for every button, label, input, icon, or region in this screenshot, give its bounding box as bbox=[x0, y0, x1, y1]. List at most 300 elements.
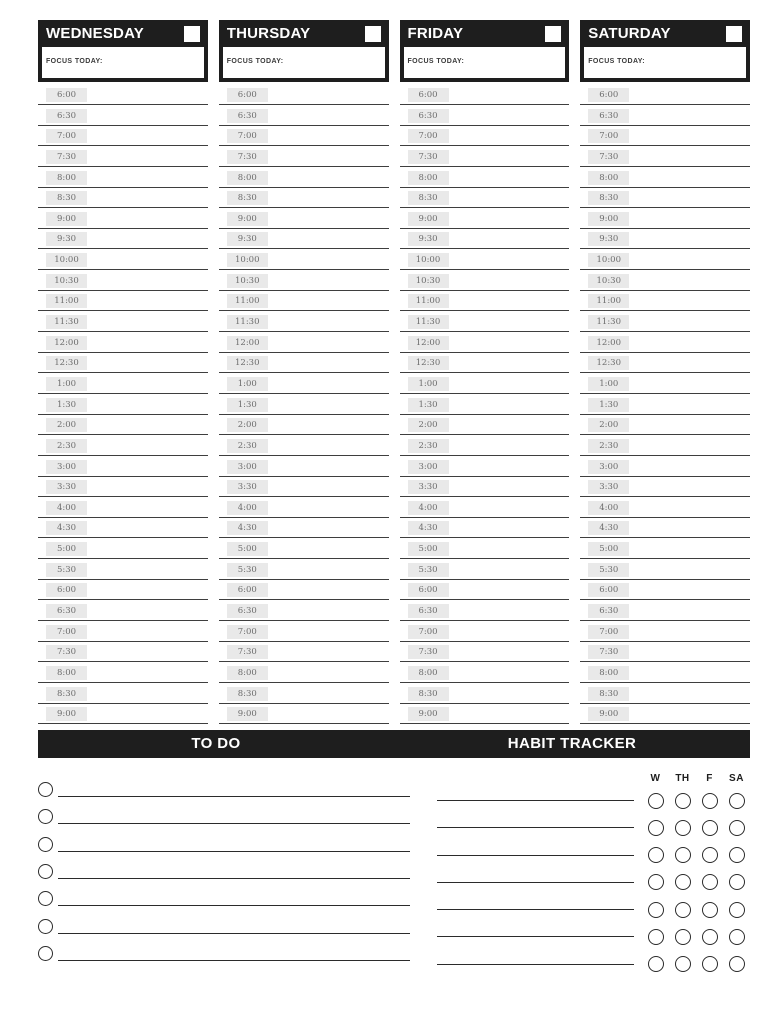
time-slot-row bbox=[400, 87, 570, 108]
habit-cell-th bbox=[669, 820, 696, 836]
time-label: 7:30 bbox=[408, 150, 449, 164]
day-column-friday bbox=[400, 20, 570, 727]
time-slot-line[interactable] bbox=[219, 166, 389, 167]
todo-row bbox=[38, 824, 410, 851]
time-slot-line[interactable] bbox=[219, 372, 389, 373]
time-slot-row bbox=[400, 190, 570, 211]
time-slot-row bbox=[400, 108, 570, 129]
time-slot-line[interactable] bbox=[400, 187, 570, 188]
time-slot-line[interactable] bbox=[400, 517, 570, 518]
time-slot-line[interactable] bbox=[580, 228, 750, 229]
time-slot-line[interactable] bbox=[400, 620, 570, 621]
time-slot-row bbox=[580, 108, 750, 129]
time-slot-line[interactable] bbox=[400, 207, 570, 208]
time-slot-line[interactable] bbox=[400, 476, 570, 477]
habit-circle-f[interactable] bbox=[702, 902, 718, 918]
time-slot-line[interactable] bbox=[400, 682, 570, 683]
time-slot-line[interactable] bbox=[219, 352, 389, 353]
time-slot-row bbox=[580, 170, 750, 191]
day-complete-checkbox[interactable] bbox=[726, 26, 742, 42]
time-slot-line[interactable] bbox=[580, 682, 750, 683]
time-slot-line[interactable] bbox=[219, 310, 389, 311]
time-slot-line[interactable] bbox=[400, 599, 570, 600]
todo-checkbox-circle[interactable] bbox=[38, 946, 53, 961]
time-label: 9:00 bbox=[227, 707, 268, 721]
time-slot-line[interactable] bbox=[580, 537, 750, 538]
todo-line[interactable] bbox=[58, 796, 410, 797]
time-label: 9:00 bbox=[227, 212, 268, 226]
habit-circle-w[interactable] bbox=[648, 847, 664, 863]
todo-checkbox-circle[interactable] bbox=[38, 919, 53, 934]
time-slot-line[interactable] bbox=[580, 723, 750, 724]
time-slot-row bbox=[219, 376, 389, 397]
todo-line[interactable] bbox=[58, 878, 410, 879]
time-slot-line[interactable] bbox=[38, 352, 208, 353]
time-slot-line[interactable] bbox=[580, 352, 750, 353]
time-slot-line[interactable] bbox=[400, 352, 570, 353]
time-slot-line[interactable] bbox=[400, 145, 570, 146]
habit-cell-f bbox=[696, 847, 723, 863]
todo-checkbox-circle[interactable] bbox=[38, 837, 53, 852]
habit-circle-sa[interactable] bbox=[729, 847, 745, 863]
focus-today-field[interactable] bbox=[404, 47, 566, 78]
time-slot-line[interactable] bbox=[400, 434, 570, 435]
time-slot-line[interactable] bbox=[38, 579, 208, 580]
time-slot-row bbox=[400, 417, 570, 438]
time-slot-line[interactable] bbox=[400, 558, 570, 559]
todo-row bbox=[38, 879, 410, 906]
time-slot-line[interactable] bbox=[219, 414, 389, 415]
time-slot-line[interactable] bbox=[580, 579, 750, 580]
habit-circle-th[interactable] bbox=[675, 793, 691, 809]
time-label: 8:30 bbox=[408, 687, 449, 701]
time-label: 12:00 bbox=[227, 336, 268, 350]
habit-circle-th[interactable] bbox=[675, 902, 691, 918]
time-slot-line[interactable] bbox=[219, 187, 389, 188]
time-slot-line[interactable] bbox=[400, 269, 570, 270]
habit-line[interactable] bbox=[437, 909, 634, 910]
time-slot-line[interactable] bbox=[580, 248, 750, 249]
time-slot-line[interactable] bbox=[219, 248, 389, 249]
time-slot-row bbox=[38, 644, 208, 665]
time-slot-line[interactable] bbox=[580, 620, 750, 621]
habit-line[interactable] bbox=[437, 882, 634, 883]
todo-checkbox-circle[interactable] bbox=[38, 809, 53, 824]
time-slot-line[interactable] bbox=[38, 434, 208, 435]
habit-cell-sa bbox=[723, 902, 750, 918]
focus-today-field[interactable] bbox=[223, 47, 385, 78]
time-slot-row bbox=[219, 459, 389, 480]
time-slot-line[interactable] bbox=[400, 372, 570, 373]
day-complete-checkbox[interactable] bbox=[365, 26, 381, 42]
habit-cell-w bbox=[642, 820, 669, 836]
time-slot-row bbox=[580, 479, 750, 500]
time-slot-line[interactable] bbox=[580, 393, 750, 394]
time-slot-line[interactable] bbox=[580, 414, 750, 415]
time-slot-line[interactable] bbox=[400, 496, 570, 497]
time-slot-line[interactable] bbox=[38, 248, 208, 249]
time-slot-line[interactable] bbox=[580, 310, 750, 311]
habit-row bbox=[437, 841, 750, 868]
time-slot-line[interactable] bbox=[38, 682, 208, 683]
time-slot-row bbox=[400, 149, 570, 170]
time-slot-row bbox=[38, 128, 208, 149]
time-slot-line[interactable] bbox=[580, 372, 750, 373]
habit-circle-w[interactable] bbox=[648, 820, 664, 836]
time-slot-line[interactable] bbox=[38, 166, 208, 167]
time-slot-row bbox=[38, 335, 208, 356]
time-slot-line[interactable] bbox=[219, 496, 389, 497]
time-slot-line[interactable] bbox=[580, 455, 750, 456]
bottom-section-bar bbox=[38, 730, 750, 758]
time-label: 8:00 bbox=[588, 666, 629, 680]
time-slot-line[interactable] bbox=[38, 455, 208, 456]
day-title: SATURDAY bbox=[588, 25, 671, 42]
habit-circle-f[interactable] bbox=[702, 956, 718, 972]
time-label: 12:00 bbox=[46, 336, 87, 350]
time-slot-line[interactable] bbox=[400, 310, 570, 311]
day-title-row bbox=[404, 20, 566, 47]
time-slot-row bbox=[219, 108, 389, 129]
time-label: 7:30 bbox=[227, 150, 268, 164]
habit-tracker-section-title: HABIT TRACKER bbox=[507, 735, 637, 753]
time-slot-row bbox=[580, 500, 750, 521]
time-slot-line[interactable] bbox=[400, 290, 570, 291]
time-slot-line[interactable] bbox=[580, 599, 750, 600]
time-slot-line[interactable] bbox=[219, 331, 389, 332]
focus-today-label: FOCUS TODAY: bbox=[46, 58, 103, 65]
todo-row bbox=[38, 906, 410, 933]
time-slot-row bbox=[38, 624, 208, 645]
time-slot-line[interactable] bbox=[219, 145, 389, 146]
time-label: 2:30 bbox=[588, 439, 629, 453]
time-slot-row bbox=[400, 562, 570, 583]
time-slot-line[interactable] bbox=[38, 496, 208, 497]
habit-circle-f[interactable] bbox=[702, 874, 718, 890]
time-label: 12:00 bbox=[408, 336, 449, 350]
time-label: 4:30 bbox=[227, 521, 268, 535]
habit-cell-f bbox=[696, 956, 723, 972]
habit-rows bbox=[437, 787, 750, 978]
time-slot-line[interactable] bbox=[38, 641, 208, 642]
habit-circle-f[interactable] bbox=[702, 820, 718, 836]
time-slot-line[interactable] bbox=[219, 620, 389, 621]
time-slot-line[interactable] bbox=[400, 393, 570, 394]
habit-circle-th[interactable] bbox=[675, 820, 691, 836]
todo-checkbox-circle[interactable] bbox=[38, 782, 53, 797]
time-label: 8:00 bbox=[46, 171, 87, 185]
time-slot-line[interactable] bbox=[219, 517, 389, 518]
time-slot-row bbox=[219, 170, 389, 191]
time-slot-line[interactable] bbox=[38, 661, 208, 662]
todo-line[interactable] bbox=[58, 905, 410, 906]
time-slot-line[interactable] bbox=[38, 476, 208, 477]
time-slot-line[interactable] bbox=[38, 269, 208, 270]
todo-line[interactable] bbox=[58, 823, 410, 824]
time-slot-line[interactable] bbox=[219, 269, 389, 270]
time-label: 9:30 bbox=[46, 232, 87, 246]
day-header bbox=[400, 20, 570, 82]
time-grid bbox=[38, 87, 208, 727]
time-slot-line[interactable] bbox=[400, 166, 570, 167]
time-slot-line[interactable] bbox=[219, 723, 389, 724]
time-label: 2:00 bbox=[588, 418, 629, 432]
time-slot-line[interactable] bbox=[219, 207, 389, 208]
time-label: 7:30 bbox=[227, 645, 268, 659]
time-slot-line[interactable] bbox=[400, 723, 570, 724]
time-slot-row bbox=[580, 190, 750, 211]
habit-line[interactable] bbox=[437, 964, 634, 965]
time-slot-line[interactable] bbox=[219, 434, 389, 435]
habit-circle-w[interactable] bbox=[648, 902, 664, 918]
time-slot-line[interactable] bbox=[219, 393, 389, 394]
habit-cell-th bbox=[669, 956, 696, 972]
focus-today-field[interactable] bbox=[42, 47, 204, 78]
habit-cell-w bbox=[642, 793, 669, 809]
time-label: 2:00 bbox=[46, 418, 87, 432]
time-slot-line[interactable] bbox=[580, 187, 750, 188]
time-slot-line[interactable] bbox=[580, 434, 750, 435]
time-slot-line[interactable] bbox=[580, 496, 750, 497]
time-label: 6:30 bbox=[46, 604, 87, 618]
time-slot-line[interactable] bbox=[38, 723, 208, 724]
habit-circle-th[interactable] bbox=[675, 956, 691, 972]
todo-checkbox-circle[interactable] bbox=[38, 891, 53, 906]
time-slot-line[interactable] bbox=[219, 661, 389, 662]
time-slot-row bbox=[219, 562, 389, 583]
week-grid bbox=[38, 20, 750, 727]
time-label: 10:00 bbox=[588, 253, 629, 267]
habit-circle-sa[interactable] bbox=[729, 956, 745, 972]
time-slot-line[interactable] bbox=[219, 558, 389, 559]
time-slot-line[interactable] bbox=[400, 579, 570, 580]
habit-cell-w bbox=[642, 902, 669, 918]
habit-row bbox=[437, 951, 750, 978]
time-slot-line[interactable] bbox=[38, 558, 208, 559]
time-slot-line[interactable] bbox=[580, 703, 750, 704]
time-slot-row bbox=[219, 644, 389, 665]
habit-cell-f bbox=[696, 820, 723, 836]
time-label: 8:00 bbox=[46, 666, 87, 680]
time-slot-row bbox=[400, 686, 570, 707]
day-complete-checkbox[interactable] bbox=[545, 26, 561, 42]
time-slot-line[interactable] bbox=[400, 248, 570, 249]
day-column-thursday bbox=[219, 20, 389, 727]
time-label: 10:30 bbox=[227, 274, 268, 288]
time-slot-row bbox=[38, 541, 208, 562]
time-slot-line[interactable] bbox=[400, 414, 570, 415]
time-slot-row bbox=[580, 686, 750, 707]
time-slot-row bbox=[38, 149, 208, 170]
time-slot-row bbox=[580, 293, 750, 314]
todo-line[interactable] bbox=[58, 851, 410, 852]
time-label: 10:00 bbox=[46, 253, 87, 267]
time-slot-line[interactable] bbox=[38, 599, 208, 600]
time-slot-line[interactable] bbox=[580, 476, 750, 477]
todo-line[interactable] bbox=[58, 960, 410, 961]
time-slot-line[interactable] bbox=[580, 269, 750, 270]
time-slot-line[interactable] bbox=[38, 125, 208, 126]
time-label: 11:00 bbox=[588, 294, 629, 308]
time-slot-line[interactable] bbox=[38, 414, 208, 415]
habit-circle-f[interactable] bbox=[702, 793, 718, 809]
time-label: 4:00 bbox=[588, 501, 629, 515]
time-slot-row bbox=[219, 273, 389, 294]
time-slot-line[interactable] bbox=[219, 703, 389, 704]
focus-today-label: FOCUS TODAY: bbox=[407, 58, 465, 65]
time-label: 6:00 bbox=[46, 88, 87, 102]
time-slot-line[interactable] bbox=[38, 145, 208, 146]
time-label: 7:00 bbox=[408, 129, 449, 143]
bottom-section bbox=[38, 770, 750, 978]
time-label: 7:00 bbox=[227, 129, 268, 143]
habit-circle-th[interactable] bbox=[675, 847, 691, 863]
time-label: 5:30 bbox=[46, 563, 87, 577]
time-slot-row bbox=[400, 644, 570, 665]
todo-line[interactable] bbox=[58, 933, 410, 934]
time-slot-row bbox=[219, 231, 389, 252]
time-slot-line[interactable] bbox=[219, 476, 389, 477]
habit-cell-sa bbox=[723, 847, 750, 863]
time-label: 5:30 bbox=[227, 563, 268, 577]
time-slot-line[interactable] bbox=[400, 661, 570, 662]
time-slot-line[interactable] bbox=[38, 104, 208, 105]
time-slot-line[interactable] bbox=[400, 455, 570, 456]
day-title-row bbox=[584, 20, 746, 47]
day-complete-checkbox[interactable] bbox=[184, 26, 200, 42]
habit-line[interactable] bbox=[437, 827, 634, 828]
habit-circle-f[interactable] bbox=[702, 847, 718, 863]
time-slot-row bbox=[38, 231, 208, 252]
focus-today-field[interactable] bbox=[584, 47, 746, 78]
time-slot-line[interactable] bbox=[38, 207, 208, 208]
habit-circle-w[interactable] bbox=[648, 793, 664, 809]
time-slot-line[interactable] bbox=[580, 641, 750, 642]
time-slot-row bbox=[219, 520, 389, 541]
time-slot-line[interactable] bbox=[400, 104, 570, 105]
time-slot-line[interactable] bbox=[580, 290, 750, 291]
time-grid bbox=[400, 87, 570, 727]
time-slot-line[interactable] bbox=[580, 331, 750, 332]
time-slot-line[interactable] bbox=[400, 703, 570, 704]
time-label: 1:00 bbox=[46, 377, 87, 391]
time-slot-line[interactable] bbox=[38, 517, 208, 518]
time-grid bbox=[219, 87, 389, 727]
habit-circle-w[interactable] bbox=[648, 874, 664, 890]
time-slot-line[interactable] bbox=[38, 310, 208, 311]
habit-row bbox=[437, 923, 750, 950]
time-label: 8:30 bbox=[46, 687, 87, 701]
time-label: 1:30 bbox=[408, 398, 449, 412]
habit-cell-f bbox=[696, 902, 723, 918]
habit-circle-th[interactable] bbox=[675, 874, 691, 890]
habit-cell-w bbox=[642, 874, 669, 890]
time-slot-line[interactable] bbox=[219, 455, 389, 456]
time-slot-row bbox=[38, 252, 208, 273]
habit-line[interactable] bbox=[437, 936, 634, 937]
time-slot-line[interactable] bbox=[219, 579, 389, 580]
time-slot-line[interactable] bbox=[38, 331, 208, 332]
habit-circle-sa[interactable] bbox=[729, 820, 745, 836]
time-slot-row bbox=[580, 459, 750, 480]
time-label: 10:30 bbox=[46, 274, 87, 288]
time-slot-line[interactable] bbox=[580, 166, 750, 167]
habit-circle-sa[interactable] bbox=[729, 902, 745, 918]
todo-checkbox-circle[interactable] bbox=[38, 864, 53, 879]
habit-circle-f[interactable] bbox=[702, 929, 718, 945]
time-slot-line[interactable] bbox=[580, 661, 750, 662]
time-slot-row bbox=[580, 665, 750, 686]
habit-circle-w[interactable] bbox=[648, 929, 664, 945]
time-slot-line[interactable] bbox=[38, 290, 208, 291]
time-slot-line[interactable] bbox=[400, 331, 570, 332]
time-label: 6:00 bbox=[408, 583, 449, 597]
time-slot-row bbox=[219, 541, 389, 562]
time-slot-row bbox=[38, 190, 208, 211]
habit-line[interactable] bbox=[437, 800, 634, 801]
time-slot-line[interactable] bbox=[219, 682, 389, 683]
time-slot-line[interactable] bbox=[219, 125, 389, 126]
time-slot-line[interactable] bbox=[580, 517, 750, 518]
time-slot-row bbox=[400, 500, 570, 521]
time-slot-line[interactable] bbox=[580, 125, 750, 126]
time-label: 6:30 bbox=[227, 604, 268, 618]
time-slot-line[interactable] bbox=[219, 290, 389, 291]
todo-row bbox=[38, 770, 410, 797]
time-slot-line[interactable] bbox=[580, 104, 750, 105]
day-column-wednesday bbox=[38, 20, 208, 727]
time-label: 8:30 bbox=[227, 687, 268, 701]
time-label: 6:30 bbox=[588, 604, 629, 618]
focus-today-label: FOCUS TODAY: bbox=[226, 58, 284, 65]
time-label: 12:00 bbox=[588, 336, 629, 350]
time-slot-line[interactable] bbox=[38, 620, 208, 621]
time-slot-line[interactable] bbox=[38, 228, 208, 229]
time-slot-line[interactable] bbox=[219, 537, 389, 538]
time-slot-line[interactable] bbox=[580, 145, 750, 146]
todo-section-title: TO DO bbox=[191, 735, 241, 753]
time-slot-line[interactable] bbox=[219, 104, 389, 105]
time-slot-line[interactable] bbox=[38, 372, 208, 373]
time-slot-line[interactable] bbox=[580, 207, 750, 208]
time-slot-line[interactable] bbox=[38, 187, 208, 188]
time-slot-line[interactable] bbox=[219, 228, 389, 229]
habit-line[interactable] bbox=[437, 855, 634, 856]
habit-circle-th[interactable] bbox=[675, 929, 691, 945]
time-slot-line[interactable] bbox=[38, 393, 208, 394]
time-slot-line[interactable] bbox=[400, 641, 570, 642]
time-slot-line[interactable] bbox=[400, 228, 570, 229]
time-slot-row bbox=[38, 108, 208, 129]
habit-circle-sa[interactable] bbox=[729, 929, 745, 945]
time-slot-row bbox=[219, 417, 389, 438]
time-slot-line[interactable] bbox=[400, 125, 570, 126]
time-slot-line[interactable] bbox=[38, 703, 208, 704]
time-slot-line[interactable] bbox=[400, 537, 570, 538]
habit-circle-sa[interactable] bbox=[729, 874, 745, 890]
habit-cell-th bbox=[669, 902, 696, 918]
time-slot-row bbox=[219, 686, 389, 707]
time-slot-line[interactable] bbox=[219, 599, 389, 600]
time-label: 9:00 bbox=[408, 707, 449, 721]
time-slot-line[interactable] bbox=[219, 641, 389, 642]
habit-circle-sa[interactable] bbox=[729, 793, 745, 809]
habit-circle-w[interactable] bbox=[648, 956, 664, 972]
time-slot-line[interactable] bbox=[38, 537, 208, 538]
time-slot-line[interactable] bbox=[580, 558, 750, 559]
time-slot-row bbox=[219, 603, 389, 624]
time-slot-row bbox=[580, 644, 750, 665]
